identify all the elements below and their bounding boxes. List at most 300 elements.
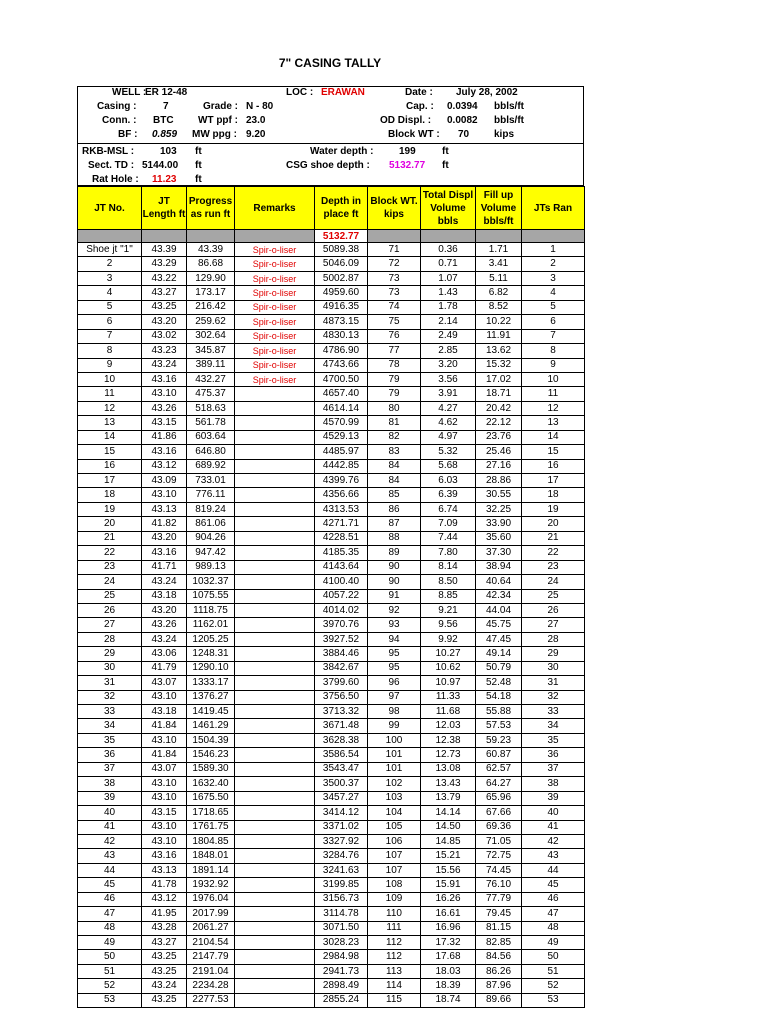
table-cell: 81	[368, 416, 421, 430]
table-row	[78, 647, 585, 661]
table-cell: 32	[522, 690, 585, 704]
table-cell: 25.46	[476, 445, 522, 459]
table-cell: 6.82	[476, 286, 522, 300]
table-cell	[235, 560, 315, 574]
casing-tally-table	[77, 186, 585, 1008]
table-row	[78, 575, 585, 589]
table-cell: 43.13	[142, 863, 187, 877]
table-cell: 72	[368, 257, 421, 271]
table-cell: 13	[522, 416, 585, 430]
table-cell: 43.29	[142, 257, 187, 271]
table-cell: 107	[368, 863, 421, 877]
table-cell: 43.20	[142, 315, 187, 329]
table-cell: 71.05	[476, 834, 522, 848]
table-cell: 52	[522, 979, 585, 993]
table-cell: 259.62	[187, 315, 235, 329]
table-cell: 43.10	[142, 733, 187, 747]
casing-label: Casing :	[97, 101, 137, 112]
table-cell: 46	[78, 892, 142, 906]
table-cell: 2234.28	[187, 979, 235, 993]
table-cell: 87.96	[476, 979, 522, 993]
table-cell: 10	[78, 372, 142, 386]
cap-unit: bbls/ft	[494, 101, 524, 112]
table-cell: 1.07	[421, 271, 476, 285]
table-cell: 111	[368, 921, 421, 935]
table-cell: 95	[368, 661, 421, 675]
table-cell: 603.64	[187, 430, 235, 444]
table-row	[78, 849, 585, 863]
table-row	[78, 979, 585, 993]
table-cell: 173.17	[187, 286, 235, 300]
table-cell: 8.85	[421, 589, 476, 603]
table-cell: 115	[368, 993, 421, 1007]
table-cell: 46	[522, 892, 585, 906]
csg-shoe-label: CSG shoe depth :	[286, 160, 370, 171]
table-cell: Spir-o-liser	[235, 257, 315, 271]
table-cell: 112	[368, 950, 421, 964]
table-cell: 1.78	[421, 300, 476, 314]
table-cell: 43.09	[142, 474, 187, 488]
table-cell: 4228.51	[315, 531, 368, 545]
table-cell: 86	[368, 502, 421, 516]
table-cell: 43.07	[142, 762, 187, 776]
table-cell: 19	[78, 502, 142, 516]
table-cell: 3799.60	[315, 676, 368, 690]
table-cell: 43.15	[142, 806, 187, 820]
table-cell: 29	[522, 647, 585, 661]
table-cell: 1461.29	[187, 719, 235, 733]
bf-label: BF :	[118, 129, 138, 140]
table-cell: 1976.04	[187, 892, 235, 906]
table-cell: 1205.25	[187, 632, 235, 646]
table-row	[78, 603, 585, 617]
table-cell: 3970.76	[315, 618, 368, 632]
table-cell: 947.42	[187, 546, 235, 560]
table-cell: 84.56	[476, 950, 522, 964]
table-cell: 6.39	[421, 488, 476, 502]
table-cell: 18.74	[421, 993, 476, 1007]
table-cell: 88	[368, 531, 421, 545]
table-cell: 3713.32	[315, 705, 368, 719]
table-cell: 38.94	[476, 560, 522, 574]
table-cell: 114	[368, 979, 421, 993]
table-cell: 43.24	[142, 979, 187, 993]
table-cell: 101	[368, 748, 421, 762]
table-cell: 43.23	[142, 344, 187, 358]
table-cell: 33	[522, 705, 585, 719]
table-cell: 8.52	[476, 300, 522, 314]
table-cell: 216.42	[187, 300, 235, 314]
table-cell: 1.71	[476, 243, 522, 257]
table-cell: 17	[78, 474, 142, 488]
table-row	[78, 820, 585, 834]
table-cell: 51	[522, 964, 585, 978]
table-cell: 28	[78, 632, 142, 646]
table-cell: 43.25	[142, 950, 187, 964]
table-cell	[235, 401, 315, 415]
table-cell: Spir-o-liser	[235, 344, 315, 358]
table-cell: 109	[368, 892, 421, 906]
table-cell: Spir-o-liser	[235, 329, 315, 343]
table-cell: 31	[78, 676, 142, 690]
table-cell: 26	[522, 603, 585, 617]
table-row	[78, 474, 585, 488]
table-cell: 3586.54	[315, 748, 368, 762]
table-cell: 77.79	[476, 892, 522, 906]
table-cell: 79	[368, 387, 421, 401]
table-cell: 2061.27	[187, 921, 235, 935]
col-depth: Depth in place ft	[315, 187, 368, 230]
table-cell: 55.88	[476, 705, 522, 719]
table-cell: 42	[78, 834, 142, 848]
table-cell: 2191.04	[187, 964, 235, 978]
table-cell: 11.91	[476, 329, 522, 343]
table-cell: 53	[522, 993, 585, 1007]
table-cell: 43.25	[142, 993, 187, 1007]
table-cell: 2017.99	[187, 907, 235, 921]
table-row	[78, 560, 585, 574]
col-jt-no: JT No.	[78, 187, 142, 230]
table-cell: 67.66	[476, 806, 522, 820]
table-cell: 11.68	[421, 705, 476, 719]
table-cell	[235, 502, 315, 516]
table-cell	[235, 719, 315, 733]
table-cell: 1376.27	[187, 690, 235, 704]
header-divider	[78, 143, 583, 144]
wtppf-label: WT ppf :	[198, 115, 238, 126]
table-cell: 48	[78, 921, 142, 935]
table-row	[78, 661, 585, 675]
table-cell: 4271.71	[315, 517, 368, 531]
table-cell: 82.85	[476, 936, 522, 950]
table-cell: 113	[368, 964, 421, 978]
table-cell: 4916.35	[315, 300, 368, 314]
table-cell: 43.24	[142, 632, 187, 646]
table-cell: 44.04	[476, 603, 522, 617]
col-jt-length: JT Length ft	[142, 187, 187, 230]
table-cell: 112	[368, 936, 421, 950]
table-cell: 8	[522, 344, 585, 358]
table-cell: 12	[522, 401, 585, 415]
table-cell: 49.14	[476, 647, 522, 661]
sect-td-value: 5144.00	[142, 160, 179, 171]
col-block-wt: Block WT. kips	[368, 187, 421, 230]
table-cell: 43.10	[142, 387, 187, 401]
table-row	[78, 344, 585, 358]
table-cell: 42	[522, 834, 585, 848]
table-cell	[235, 618, 315, 632]
table-cell: 4.62	[421, 416, 476, 430]
table-cell	[235, 849, 315, 863]
table-cell	[235, 445, 315, 459]
rkb-value: 103	[160, 146, 177, 157]
table-cell: 8.50	[421, 575, 476, 589]
table-cell: 4743.66	[315, 358, 368, 372]
table-cell: 904.26	[187, 531, 235, 545]
table-row	[78, 907, 585, 921]
table-row	[78, 517, 585, 531]
table-cell: 95	[368, 647, 421, 661]
table-row	[78, 502, 585, 516]
table-cell: 733.01	[187, 474, 235, 488]
table-cell: 34	[78, 719, 142, 733]
table-cell	[235, 546, 315, 560]
table-row	[78, 488, 585, 502]
table-cell: 4614.14	[315, 401, 368, 415]
table-cell: 3457.27	[315, 791, 368, 805]
rat-hole-unit: ft	[195, 174, 202, 185]
table-cell: 27	[522, 618, 585, 632]
blockwt-value: 70	[458, 129, 470, 140]
table-cell: 22.12	[476, 416, 522, 430]
table-cell: 18.39	[421, 979, 476, 993]
table-cell: 20.42	[476, 401, 522, 415]
table-cell	[235, 733, 315, 747]
table-cell: 1718.65	[187, 806, 235, 820]
table-cell: 5	[522, 300, 585, 314]
table-cell: 18	[522, 488, 585, 502]
table-cell: 13.43	[421, 777, 476, 791]
loc-label: LOC :	[286, 87, 314, 98]
table-cell: 3.41	[476, 257, 522, 271]
table-cell: 89	[368, 546, 421, 560]
table-cell: 40	[522, 806, 585, 820]
table-cell: 1118.75	[187, 603, 235, 617]
table-row	[78, 387, 585, 401]
table-cell: 43	[522, 849, 585, 863]
table-cell: 18.03	[421, 964, 476, 978]
table-cell: 12.03	[421, 719, 476, 733]
table-row	[78, 445, 585, 459]
table-row	[78, 401, 585, 415]
table-cell: Spir-o-liser	[235, 358, 315, 372]
table-cell: 41	[522, 820, 585, 834]
table-cell: 43.28	[142, 921, 187, 935]
table-cell: 41.84	[142, 748, 187, 762]
table-cell: 6	[78, 315, 142, 329]
table-cell: 30	[78, 661, 142, 675]
table-cell: 21	[522, 531, 585, 545]
column-header-row	[78, 187, 585, 230]
table-cell: 40.64	[476, 575, 522, 589]
table-cell: 89.66	[476, 993, 522, 1007]
table-cell	[235, 531, 315, 545]
rkb-unit: ft	[195, 146, 202, 157]
table-cell	[235, 575, 315, 589]
table-cell	[235, 748, 315, 762]
table-cell: 10.27	[421, 647, 476, 661]
loc-value: ERAWAN	[321, 87, 365, 98]
table-cell: 44	[78, 863, 142, 877]
table-cell: 9.56	[421, 618, 476, 632]
shoe-depth-value: 5132.77	[315, 230, 368, 243]
table-cell: 41.86	[142, 430, 187, 444]
table-cell	[235, 647, 315, 661]
table-cell: 16.96	[421, 921, 476, 935]
table-cell: 4485.97	[315, 445, 368, 459]
table-row	[78, 358, 585, 372]
table-cell: 14.50	[421, 820, 476, 834]
table-cell: 6.03	[421, 474, 476, 488]
table-cell: 1848.01	[187, 849, 235, 863]
table-cell: 10	[522, 372, 585, 386]
table-row	[78, 315, 585, 329]
table-cell: 90	[368, 575, 421, 589]
table-cell: 24	[78, 575, 142, 589]
table-cell: 475.37	[187, 387, 235, 401]
table-cell: 28	[522, 632, 585, 646]
table-cell: 73	[368, 286, 421, 300]
table-cell: 12.38	[421, 733, 476, 747]
table-cell: 1589.30	[187, 762, 235, 776]
mwppg-value: 9.20	[246, 129, 266, 140]
table-cell: 45	[522, 878, 585, 892]
table-cell: 5002.87	[315, 271, 368, 285]
table-cell: 91	[368, 589, 421, 603]
table-cell: 35	[78, 733, 142, 747]
table-cell: 74	[368, 300, 421, 314]
table-row	[78, 719, 585, 733]
table-cell: 43.12	[142, 892, 187, 906]
table-cell: 2855.24	[315, 993, 368, 1007]
table-cell: 92	[368, 603, 421, 617]
table-row	[78, 430, 585, 444]
table-row	[78, 834, 585, 848]
table-cell: 49	[522, 936, 585, 950]
table-cell: 43.24	[142, 358, 187, 372]
table-cell: 38	[522, 777, 585, 791]
table-cell: 18.71	[476, 387, 522, 401]
table-row	[78, 936, 585, 950]
table-cell: 4786.90	[315, 344, 368, 358]
table-cell: 4	[522, 286, 585, 300]
table-cell	[235, 993, 315, 1007]
table-cell: 4313.53	[315, 502, 368, 516]
table-cell: 5.11	[476, 271, 522, 285]
table-cell: 14.85	[421, 834, 476, 848]
table-cell: 7.80	[421, 546, 476, 560]
table-cell: 1891.14	[187, 863, 235, 877]
table-cell: 23	[78, 560, 142, 574]
table-cell: 3156.73	[315, 892, 368, 906]
table-cell: 69.36	[476, 820, 522, 834]
table-cell: 43.07	[142, 676, 187, 690]
table-cell: 41.82	[142, 517, 187, 531]
table-row	[78, 546, 585, 560]
table-cell: 8	[78, 344, 142, 358]
grade-value: N - 80	[246, 101, 274, 112]
table-cell: 45	[78, 878, 142, 892]
table-cell	[235, 474, 315, 488]
table-cell	[235, 488, 315, 502]
table-cell: 62.57	[476, 762, 522, 776]
table-cell: 39	[522, 791, 585, 805]
table-cell: 4657.40	[315, 387, 368, 401]
table-cell: 60.87	[476, 748, 522, 762]
table-row	[78, 748, 585, 762]
table-cell: 77	[368, 344, 421, 358]
table-cell: 43.25	[142, 964, 187, 978]
table-cell: 13.79	[421, 791, 476, 805]
table-cell: 4057.22	[315, 589, 368, 603]
wtppf-value: 23.0	[246, 115, 266, 126]
table-cell: 7	[78, 329, 142, 343]
table-cell: 50	[522, 950, 585, 964]
col-remarks: Remarks	[235, 187, 315, 230]
table-cell: 4830.13	[315, 329, 368, 343]
table-cell	[235, 459, 315, 473]
table-cell: 14	[522, 430, 585, 444]
table-cell: 57.53	[476, 719, 522, 733]
table-cell	[235, 416, 315, 430]
table-cell: 518.63	[187, 401, 235, 415]
table-cell: 43.27	[142, 286, 187, 300]
table-row	[78, 300, 585, 314]
table-cell: 4873.15	[315, 315, 368, 329]
table-cell: 2277.53	[187, 993, 235, 1007]
table-cell: 4700.50	[315, 372, 368, 386]
table-cell: 7.44	[421, 531, 476, 545]
table-cell: 43.16	[142, 546, 187, 560]
table-cell	[235, 964, 315, 978]
table-cell: 3028.23	[315, 936, 368, 950]
col-total-displ: Total Displ Volume bbls	[421, 187, 476, 230]
table-cell: 776.11	[187, 488, 235, 502]
well-info-header	[77, 86, 584, 186]
table-cell: 43.20	[142, 531, 187, 545]
table-cell: 15	[78, 445, 142, 459]
table-cell: 33	[78, 705, 142, 719]
table-cell: 104	[368, 806, 421, 820]
table-row	[78, 286, 585, 300]
table-cell: 9	[522, 358, 585, 372]
table-cell	[235, 834, 315, 848]
table-cell: 9.21	[421, 603, 476, 617]
table-cell	[235, 762, 315, 776]
table-cell: 28.86	[476, 474, 522, 488]
table-cell	[235, 777, 315, 791]
conn-value: BTC	[153, 115, 174, 126]
table-cell: Shoe jt "1"	[78, 243, 142, 257]
table-cell: 30.55	[476, 488, 522, 502]
table-cell: 75	[368, 315, 421, 329]
table-cell: 43.16	[142, 445, 187, 459]
table-cell: 79.45	[476, 907, 522, 921]
table-cell: 12	[78, 401, 142, 415]
table-cell: 76.10	[476, 878, 522, 892]
table-cell: 43.39	[142, 243, 187, 257]
table-cell: 43	[78, 849, 142, 863]
table-cell	[235, 430, 315, 444]
table-cell: 1032.37	[187, 575, 235, 589]
table-cell: 3	[522, 271, 585, 285]
table-cell	[235, 705, 315, 719]
table-cell: 17.02	[476, 372, 522, 386]
blockwt-label: Block WT :	[388, 129, 440, 140]
table-row	[78, 921, 585, 935]
well-label: WELL :	[112, 87, 147, 98]
table-cell: 3327.92	[315, 834, 368, 848]
table-cell: 35	[522, 733, 585, 747]
table-row	[78, 762, 585, 776]
table-cell: 819.24	[187, 502, 235, 516]
rat-hole-value: 11.23	[152, 174, 177, 185]
table-cell: 14	[78, 430, 142, 444]
mwppg-label: MW ppg :	[192, 129, 237, 140]
table-cell	[235, 589, 315, 603]
table-cell: 4100.40	[315, 575, 368, 589]
table-cell: 16	[522, 459, 585, 473]
